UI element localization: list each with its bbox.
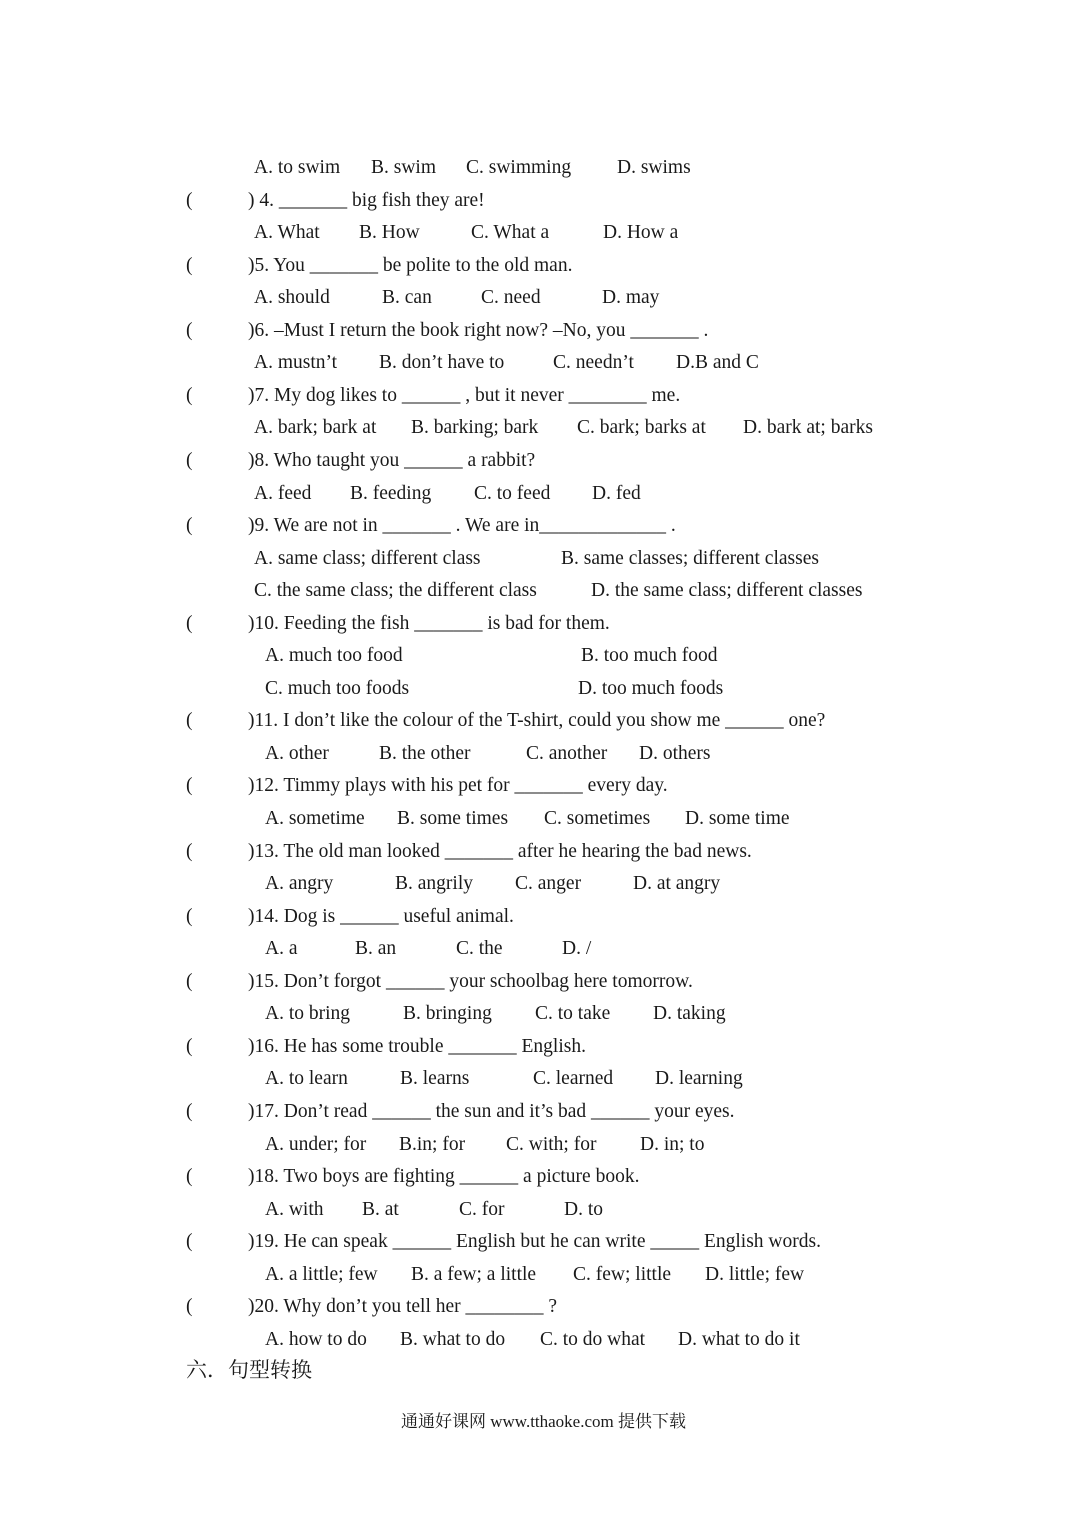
answer-bracket: (	[186, 449, 193, 471]
question-text: ) 4. _______ big fish they are!	[248, 189, 485, 211]
question-text: )14. Dog is ______ useful animal.	[248, 905, 514, 927]
option-b: D. too much foods	[578, 677, 724, 699]
option-d: D. learning	[655, 1068, 743, 1090]
question-line	[0, 966, 1087, 998]
question-line	[0, 185, 1087, 217]
option-a: A. much too food	[265, 645, 403, 667]
option-c: C. What a	[471, 222, 550, 244]
question-text: )18. Two boys are fighting ______ a picture book.	[248, 1166, 640, 1188]
option-a: A. same class; different class	[254, 547, 481, 569]
option-d: D. bark at; barks	[743, 417, 873, 439]
answer-bracket: (	[186, 515, 193, 537]
option-d: D. How a	[603, 222, 679, 244]
option-a: A. with	[265, 1198, 324, 1220]
options-line	[0, 412, 1087, 444]
option-b: B. some times	[397, 808, 509, 829]
option-c: C. anger	[515, 873, 582, 895]
option-c: C. swimming	[466, 157, 572, 178]
option-c: C. to take	[535, 1003, 611, 1025]
option-a: A. a little; few	[265, 1263, 378, 1285]
option-d: D.B and C	[676, 352, 759, 374]
options-line	[0, 282, 1087, 314]
question-line	[0, 510, 1087, 542]
option-c: C. few; little	[573, 1263, 672, 1285]
option-b: B. at	[362, 1198, 399, 1220]
question-line	[0, 1291, 1087, 1323]
question-line	[0, 1096, 1087, 1128]
option-b: B. don’t have to	[379, 352, 505, 374]
option-a: A. should	[254, 287, 330, 309]
answer-bracket: (	[186, 1296, 193, 1318]
question-text: )8. Who taught you ______ a rabbit?	[248, 449, 536, 471]
option-d: D. taking	[653, 1003, 726, 1025]
question-text: )10. Feeding the fish _______ is bad for them.	[248, 612, 610, 634]
options-line	[0, 1129, 1087, 1161]
option-c: C. bark; barks at	[577, 417, 706, 439]
option-c: C. to feed	[474, 482, 551, 504]
options-line	[0, 478, 1087, 510]
answer-bracket: (	[186, 710, 193, 732]
option-c: C. sometimes	[544, 808, 651, 829]
options-line	[0, 868, 1087, 900]
question-line	[0, 705, 1087, 737]
options-line	[0, 738, 1087, 770]
option-d: D. /	[562, 938, 592, 960]
answer-bracket: (	[186, 970, 193, 992]
option-b: B. what to do	[400, 1328, 506, 1350]
options-line	[0, 1063, 1087, 1095]
option-b: B. angrily	[395, 873, 473, 895]
answer-bracket: (	[186, 254, 193, 276]
option-b: B. barking; bark	[411, 417, 539, 439]
answer-bracket: (	[186, 612, 193, 634]
option-a: A. mustn’t	[254, 352, 338, 374]
option-b: B. learns	[400, 1068, 470, 1090]
option-b: B. the other	[379, 742, 471, 764]
answer-bracket: (	[186, 319, 193, 341]
option-c: C. need	[481, 287, 541, 309]
option-b: B. same classes; different classes	[561, 547, 819, 569]
option-c: C. the	[456, 938, 503, 960]
answer-bracket: (	[186, 189, 193, 211]
options-line	[0, 152, 1087, 184]
question-text: )16. He has some trouble _______ English.	[248, 1035, 586, 1057]
option-b: B. bringing	[403, 1003, 492, 1025]
options-line	[0, 998, 1087, 1030]
option-b: B.in; for	[399, 1133, 466, 1155]
option-a: A. to bring	[265, 1003, 351, 1025]
question-line	[0, 608, 1087, 640]
question-line	[0, 250, 1087, 282]
option-a: C. the same class; the different class	[254, 580, 537, 602]
question-line	[0, 901, 1087, 933]
option-b: D. the same class; different classes	[591, 580, 863, 602]
options-line	[0, 543, 1087, 575]
question-line	[0, 1031, 1087, 1063]
option-d: D. in; to	[640, 1133, 705, 1155]
question-line	[0, 445, 1087, 477]
option-c: C. needn’t	[553, 352, 634, 374]
option-b: B. can	[382, 287, 432, 309]
section-heading: 六．句型转换	[186, 1358, 312, 1382]
question-text: )17. Don’t read ______ the sun and it’s bad ______ your eyes.	[248, 1100, 735, 1122]
option-a: A. sometime	[265, 808, 365, 829]
option-d: D. swims	[617, 157, 691, 178]
option-c: C. learned	[533, 1068, 614, 1090]
answer-bracket: (	[186, 775, 193, 797]
question-text: )6. –Must I return the book right now? –No, you _______ .	[248, 319, 709, 341]
option-d: D. fed	[592, 482, 641, 504]
option-c: C. with; for	[506, 1133, 597, 1155]
question-text: )12. Timmy plays with his pet for _______ every day.	[248, 775, 668, 797]
option-a: C. much too foods	[265, 677, 410, 699]
question-line	[0, 1226, 1087, 1258]
option-a: A. angry	[265, 873, 334, 895]
question-line	[0, 770, 1087, 802]
option-b: B. swim	[371, 157, 437, 178]
options-line	[0, 347, 1087, 379]
option-b: B. How	[359, 222, 420, 244]
answer-bracket: (	[186, 384, 193, 406]
option-a: A. What	[254, 222, 320, 244]
option-d: D. to	[564, 1198, 603, 1220]
option-d: D. some time	[685, 808, 790, 829]
question-text: )9. We are not in _______ . We are in_____________ .	[248, 515, 676, 537]
option-a: A. under; for	[265, 1133, 367, 1155]
option-b: B. too much food	[581, 645, 718, 667]
option-d: D. may	[602, 287, 660, 309]
answer-bracket: (	[186, 1100, 193, 1122]
option-b: B. a few; a little	[411, 1263, 537, 1285]
question-text: )20. Why don’t you tell her ________ ?	[248, 1296, 558, 1318]
option-a: A. feed	[254, 482, 312, 504]
option-d: D. others	[639, 742, 711, 764]
option-a: A. a	[265, 938, 298, 960]
question-line	[0, 1161, 1087, 1193]
options-line	[0, 933, 1087, 965]
question-line	[0, 380, 1087, 412]
question-text: )19. He can speak ______ English but he can write _____ English words.	[248, 1231, 821, 1253]
answer-bracket: (	[186, 840, 193, 862]
option-a: A. to learn	[265, 1068, 348, 1090]
option-a: A. bark; bark at	[254, 417, 377, 439]
option-a: A. other	[265, 742, 329, 764]
question-text: )5. You _______ be polite to the old man.	[248, 254, 573, 276]
question-text: )13. The old man looked _______ after he hearing the bad news.	[248, 840, 752, 862]
options-line	[0, 1259, 1087, 1291]
option-a: A. to swim	[254, 157, 341, 178]
options-line	[0, 803, 1087, 835]
option-b: B. feeding	[350, 482, 432, 504]
answer-bracket: (	[186, 1035, 193, 1057]
question-line	[0, 315, 1087, 347]
options-line	[0, 217, 1087, 249]
option-d: D. at angry	[633, 873, 721, 895]
answer-bracket: (	[186, 1231, 193, 1253]
question-line	[0, 836, 1087, 868]
options-line	[0, 673, 1087, 705]
option-c: C. for	[459, 1198, 505, 1220]
options-line	[0, 1194, 1087, 1226]
options-line	[0, 1324, 1087, 1356]
option-d: D. little; few	[705, 1263, 805, 1285]
question-text: )15. Don’t forgot ______ your schoolbag here tomorrow.	[248, 970, 693, 992]
answer-bracket: (	[186, 1166, 193, 1188]
page-footer: 通通好课网 www.tthaoke.com 提供下载	[400, 1412, 687, 1431]
options-line	[0, 640, 1087, 672]
option-c: C. another	[526, 742, 608, 764]
option-b: B. an	[355, 938, 397, 960]
question-text: )7. My dog likes to ______ , but it never ________ me.	[248, 384, 681, 406]
option-c: C. to do what	[540, 1328, 646, 1350]
option-a: A. how to do	[265, 1328, 367, 1350]
question-text: )11. I don’t like the colour of the T-shirt, could you show me ______ one?	[248, 710, 826, 732]
answer-bracket: (	[186, 905, 193, 927]
option-d: D. what to do it	[678, 1328, 800, 1350]
options-line	[0, 575, 1087, 607]
